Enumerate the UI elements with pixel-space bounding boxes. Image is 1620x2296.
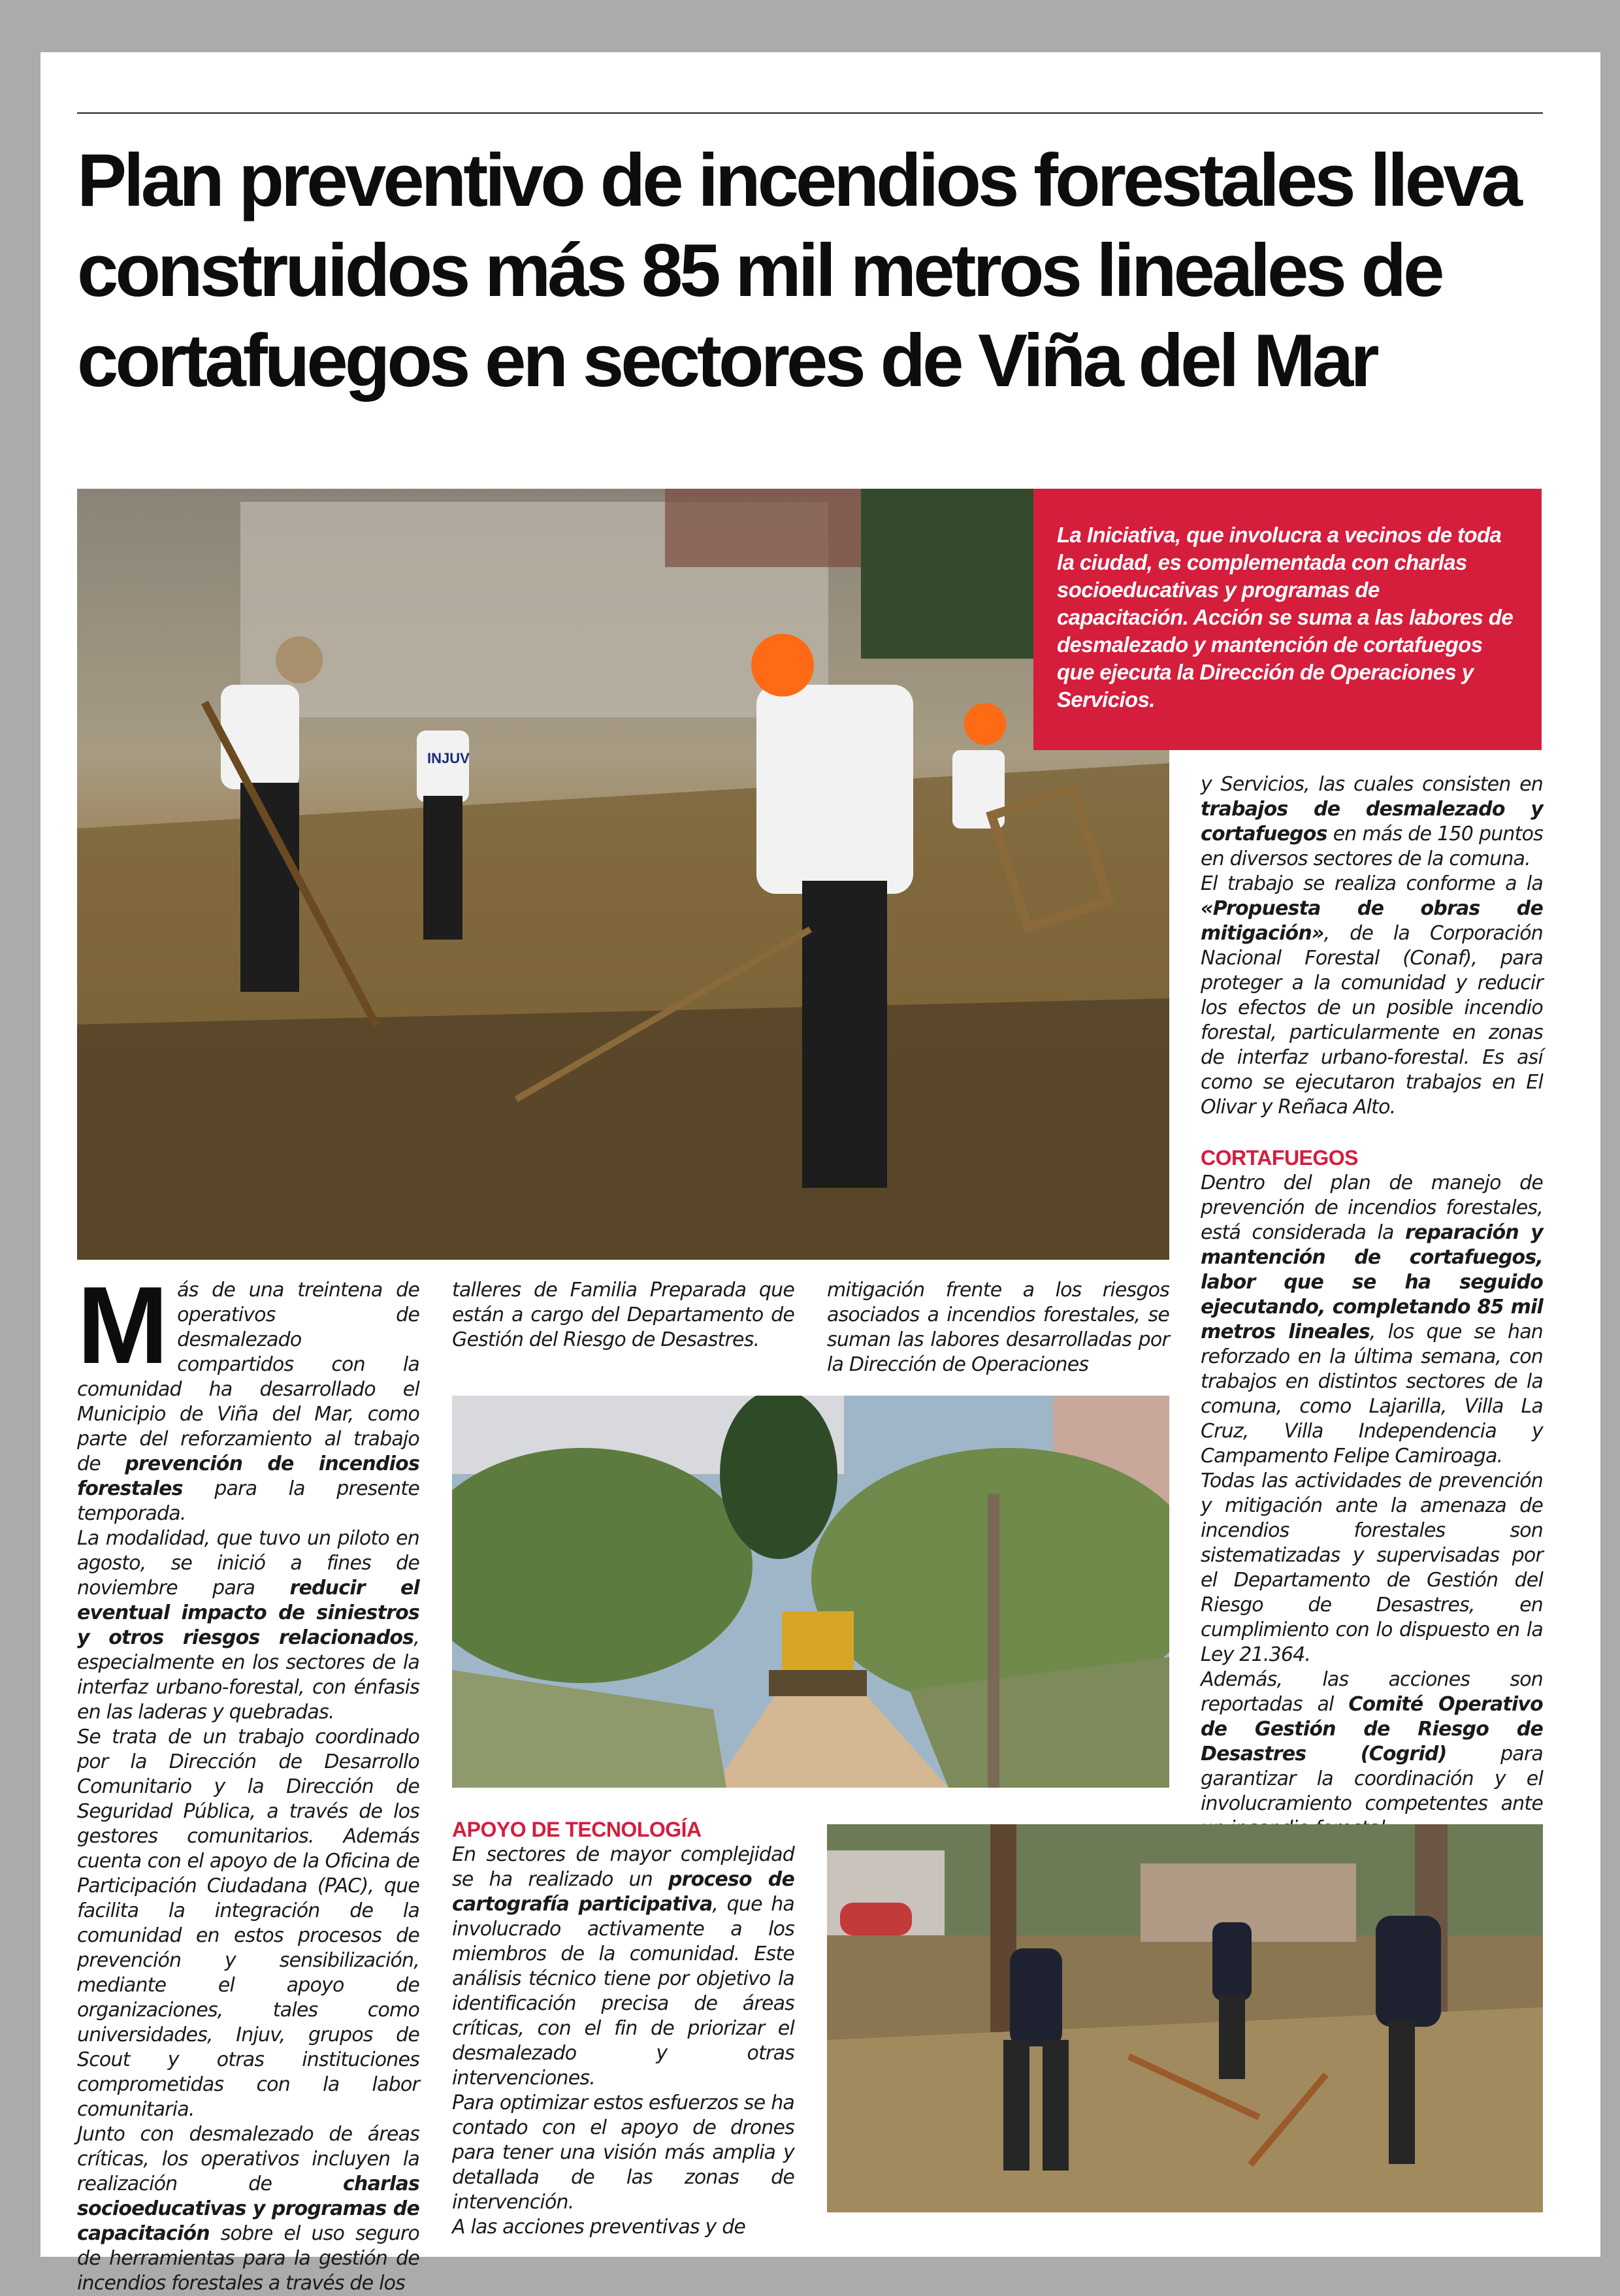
drop-cap: M	[77, 1264, 169, 1386]
article-column-3-top	[827, 1278, 1169, 1377]
subhead-apoyo-tecnologia: APOYO DE TECNOLOGÍA	[452, 1818, 702, 1841]
paragraph: Se trata de un trabajo coordinado por la Dirección de Desarrollo Comunitario y la Dirección de Seguridad Pública, a través de los gestores comunitarios. Además cuenta con el apoyo de la Oficina de Participación Ciudadana (PAC), que facilita la integración de la comunidad en estos procesos de prevención y sensibilización, mediante el apoyo de organizaciones, tales como universidades, Injuv, grupos de Scout y otras instituciones comprometidas con la labor comunitaria.	[77, 1726, 419, 2121]
paragraph: Todas las actividades de prevención y mitigación ante la amenaza de incendios forestales son sistematizadas y supervisadas por el Departamento de Gestión del Riesgo de Desastres, en cumplimiento con lo dispuesto en la Ley 21.364.	[1201, 1469, 1543, 1666]
tractor-photo	[452, 1396, 1169, 1788]
vest-label: INJUV	[427, 750, 470, 766]
headline: Plan preventivo de incendios forestales lleva construidos más 85 mil metros lineales de cortafuegos en sectores de Viña del Mar	[77, 139, 1519, 402]
main-photo	[77, 489, 1169, 1260]
article-column-2-top	[452, 1278, 794, 1353]
header-rule	[77, 112, 1543, 114]
article-callout: La Iniciativa, que involucra a vecinos de toda la ciudad, es complementada con charlas socioeducativas y programas de capacitación. Acción se suma a las labores de desmalezado y mantención de cortafuegos que ejecuta la Dirección de Operaciones y Servicios.	[1033, 489, 1542, 750]
article-column-4	[1201, 772, 1543, 1841]
article-column-1	[77, 1264, 419, 2296]
paragraph: mitigación frente a los riesgos asociados a incendios forestales, se suman las labores desarrolladas por la Dirección de Operaciones	[827, 1279, 1169, 1376]
paragraph: Junto con desmalezado de áreas críticas, los operativos incluyen la realización de charlas socioeducativas y programas de capacitación sobre el uso seguro de herramientas para la gestión de incendios forestales a través de los	[77, 2123, 419, 2295]
paragraph: Más de una treintena de operativos de desmalezado compartidos con la comunidad ha desarrollado el Municipio de Viña del Mar, como parte del reforzamiento al trabajo de prevención de incendios forestales para la presente temporada.	[77, 1264, 419, 1525]
paragraph: Además, las acciones son reportadas al Comité Operativo de Gestión de Riesgo de Desastres (Cogrid) para garantizar la coordinación y el involucramiento competentes ante	[1201, 1668, 1544, 1815]
paragraph: La modalidad, que tuvo un piloto en agosto, se inició a fines de noviembre para reducir el eventual impacto de siniestros y otros riesgos relacionados, especialmente en los sectores de la interfaz urbano-forestal, con énfasis en las laderas y quebradas.	[77, 1527, 419, 1724]
subhead-cortafuegos: CORTAFUEGOS	[1201, 1146, 1359, 1170]
volunteers-photo	[827, 1824, 1543, 2212]
paragraph: Dentro del plan de manejo de prevención de incendios forestales, está considerada la reparación y mantención de cortafuegos, labor que se ha seguido ejecutando, completando 85 mil metros lineales, los que se han reforzado en la última semana, con trabajos en distintos sectores de la comuna, como Lajarilla, Villa La Cruz, Villa Independencia y Campamento Felipe Camiroaga.	[1201, 1172, 1544, 1468]
paragraph: talleres de Familia Preparada que están a cargo del Departamento de Gestión del Riesgo de Desastres.	[452, 1279, 794, 1351]
paragraph: A las acciones preventivas y de	[452, 2216, 746, 2239]
paragraph: El trabajo se realiza conforme a la «Propuesta de obras de mitigación», de la Corporación Nacional Forestal (Conaf), para proteger a la comunidad y reducir los efectos de un posible incendio forestal, particularmente en zonas de interfaz urbano-forestal. Es así como se ejecutaron trabajos en El Olivar y Reñaca Alto.	[1201, 872, 1543, 1119]
paragraph: Para optimizar estos esfuerzos se ha contado con el apoyo de drones para tener una visión más amplia y detallada de las zonas de intervención.	[452, 2091, 794, 2214]
paragraph: y Servicios, las cuales consisten en trabajos de desmalezado y cortafuegos en más de 150 puntos en diversos sectores de la comuna.	[1201, 773, 1543, 870]
paragraph: En sectores de mayor complejidad se ha realizado un proceso de cartografía participativa, que ha involucrado activamente a los miembros de la comunidad. Este análisis técnico tiene por objetivo la identificación precisa de áreas críticas, con el fin de priorizar el desmalezado y otras intervenciones.	[452, 1843, 794, 2090]
article-column-2-bottom	[452, 1816, 794, 2240]
